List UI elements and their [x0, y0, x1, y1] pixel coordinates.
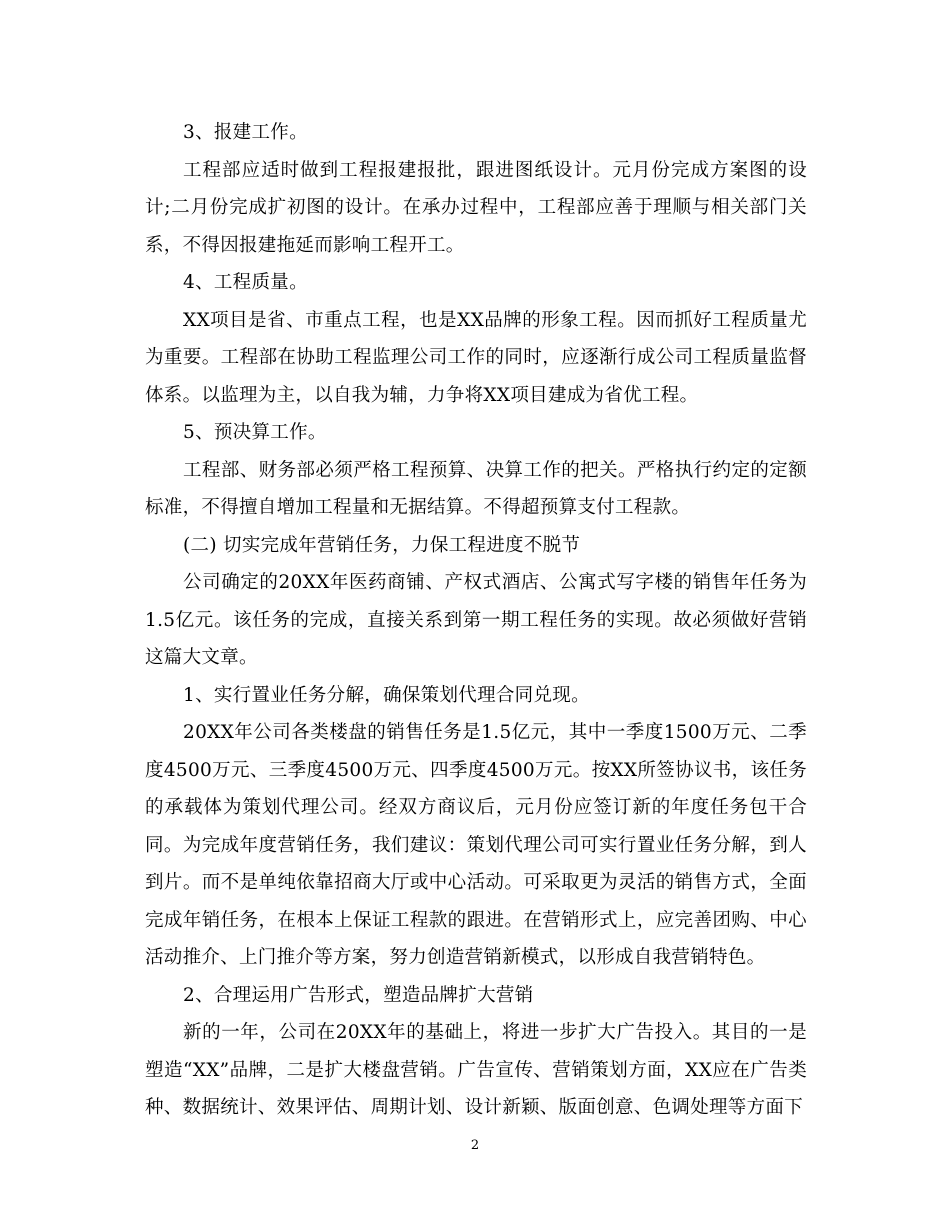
page-number: 2 — [470, 1138, 480, 1153]
paragraph-advertising: 新的一年，公司在20XX年的基础上，将进一步扩大广告投入。其目的一是塑造“XX”品牌，二是扩大楼盘营销。广告宣传、营销策划方面，XX应在广告类种、数据统计、效果评估、周期计划、设计新颖、版面创意、色调处理等方面下 — [145, 1022, 807, 1118]
paragraph-marketing: 公司确定的20XX年医药商铺、产权式酒店、公寓式写字楼的销售年任务为1.5亿元。该任务的完成，直接关系到第一期工程任务的实现。故必须做好营销这篇大文章。 — [145, 572, 807, 668]
section-heading-reporting: 3、报建工作。 — [183, 122, 308, 143]
section-heading-quality: 4、工程质量。 — [183, 272, 308, 293]
paragraph-quality: XX项目是省、市重点工程，也是XX品牌的形象工程。因而抓好工程质量尤为重要。工程部在协助工程监理公司工作的同时，应逐渐行成公司工程质量监督体系。以监理为主，以自我为辅，力争将XX项目建成为省优工程。 — [145, 309, 807, 406]
paragraph-budget: 工程部、财务部必须严格工程预算、决算工作的把关。严格执行约定的定额标准，不得擅自增加工程量和无据结算。不得超预算支付工程款。 — [145, 459, 807, 518]
section-heading-advertising: 2、合理运用广告形式，塑造品牌扩大营销 — [183, 984, 534, 1006]
document-body — [145, 114, 807, 1127]
paragraph-task-split: 20XX年公司各类楼盘的销售任务是1.5亿元，其中一季度1500万元、二季度4500万元、三季度4500万元、四季度4500万元。按XX所签协议书，该任务的承载体为策划代理公司。经双方商议后，元月份应签订新的年度任务包干合同。为完成年度营销任务，我们建议：策划代理公司可实行置业任务分解，到人到片。而不是单纯依靠招商大厅或中心活动。可采取更为灵活的销售方式，全面完成年销任务，在根本上保证工程款的跟进。在营销形式上，应完善团购、中心活动推介、上门推介等方案，努力创造营销新模式，以形成自我营销特色。 — [145, 722, 807, 968]
section-heading-marketing: (二) 切实完成年营销任务，力保工程进度不脱节 — [183, 534, 581, 556]
section-heading-task-split: 1、实行置业任务分解，确保策划代理合同兑现。 — [183, 684, 590, 706]
section-heading-budget: 5、预决算工作。 — [183, 422, 327, 443]
paragraph-reporting: 工程部应适时做到工程报建报批，跟进图纸设计。元月份完成方案图的设计;二月份完成扩初图的设计。在承办过程中，工程部应善于理顺与相关部门关系，不得因报建拖延而影响工程开工。 — [145, 159, 807, 256]
